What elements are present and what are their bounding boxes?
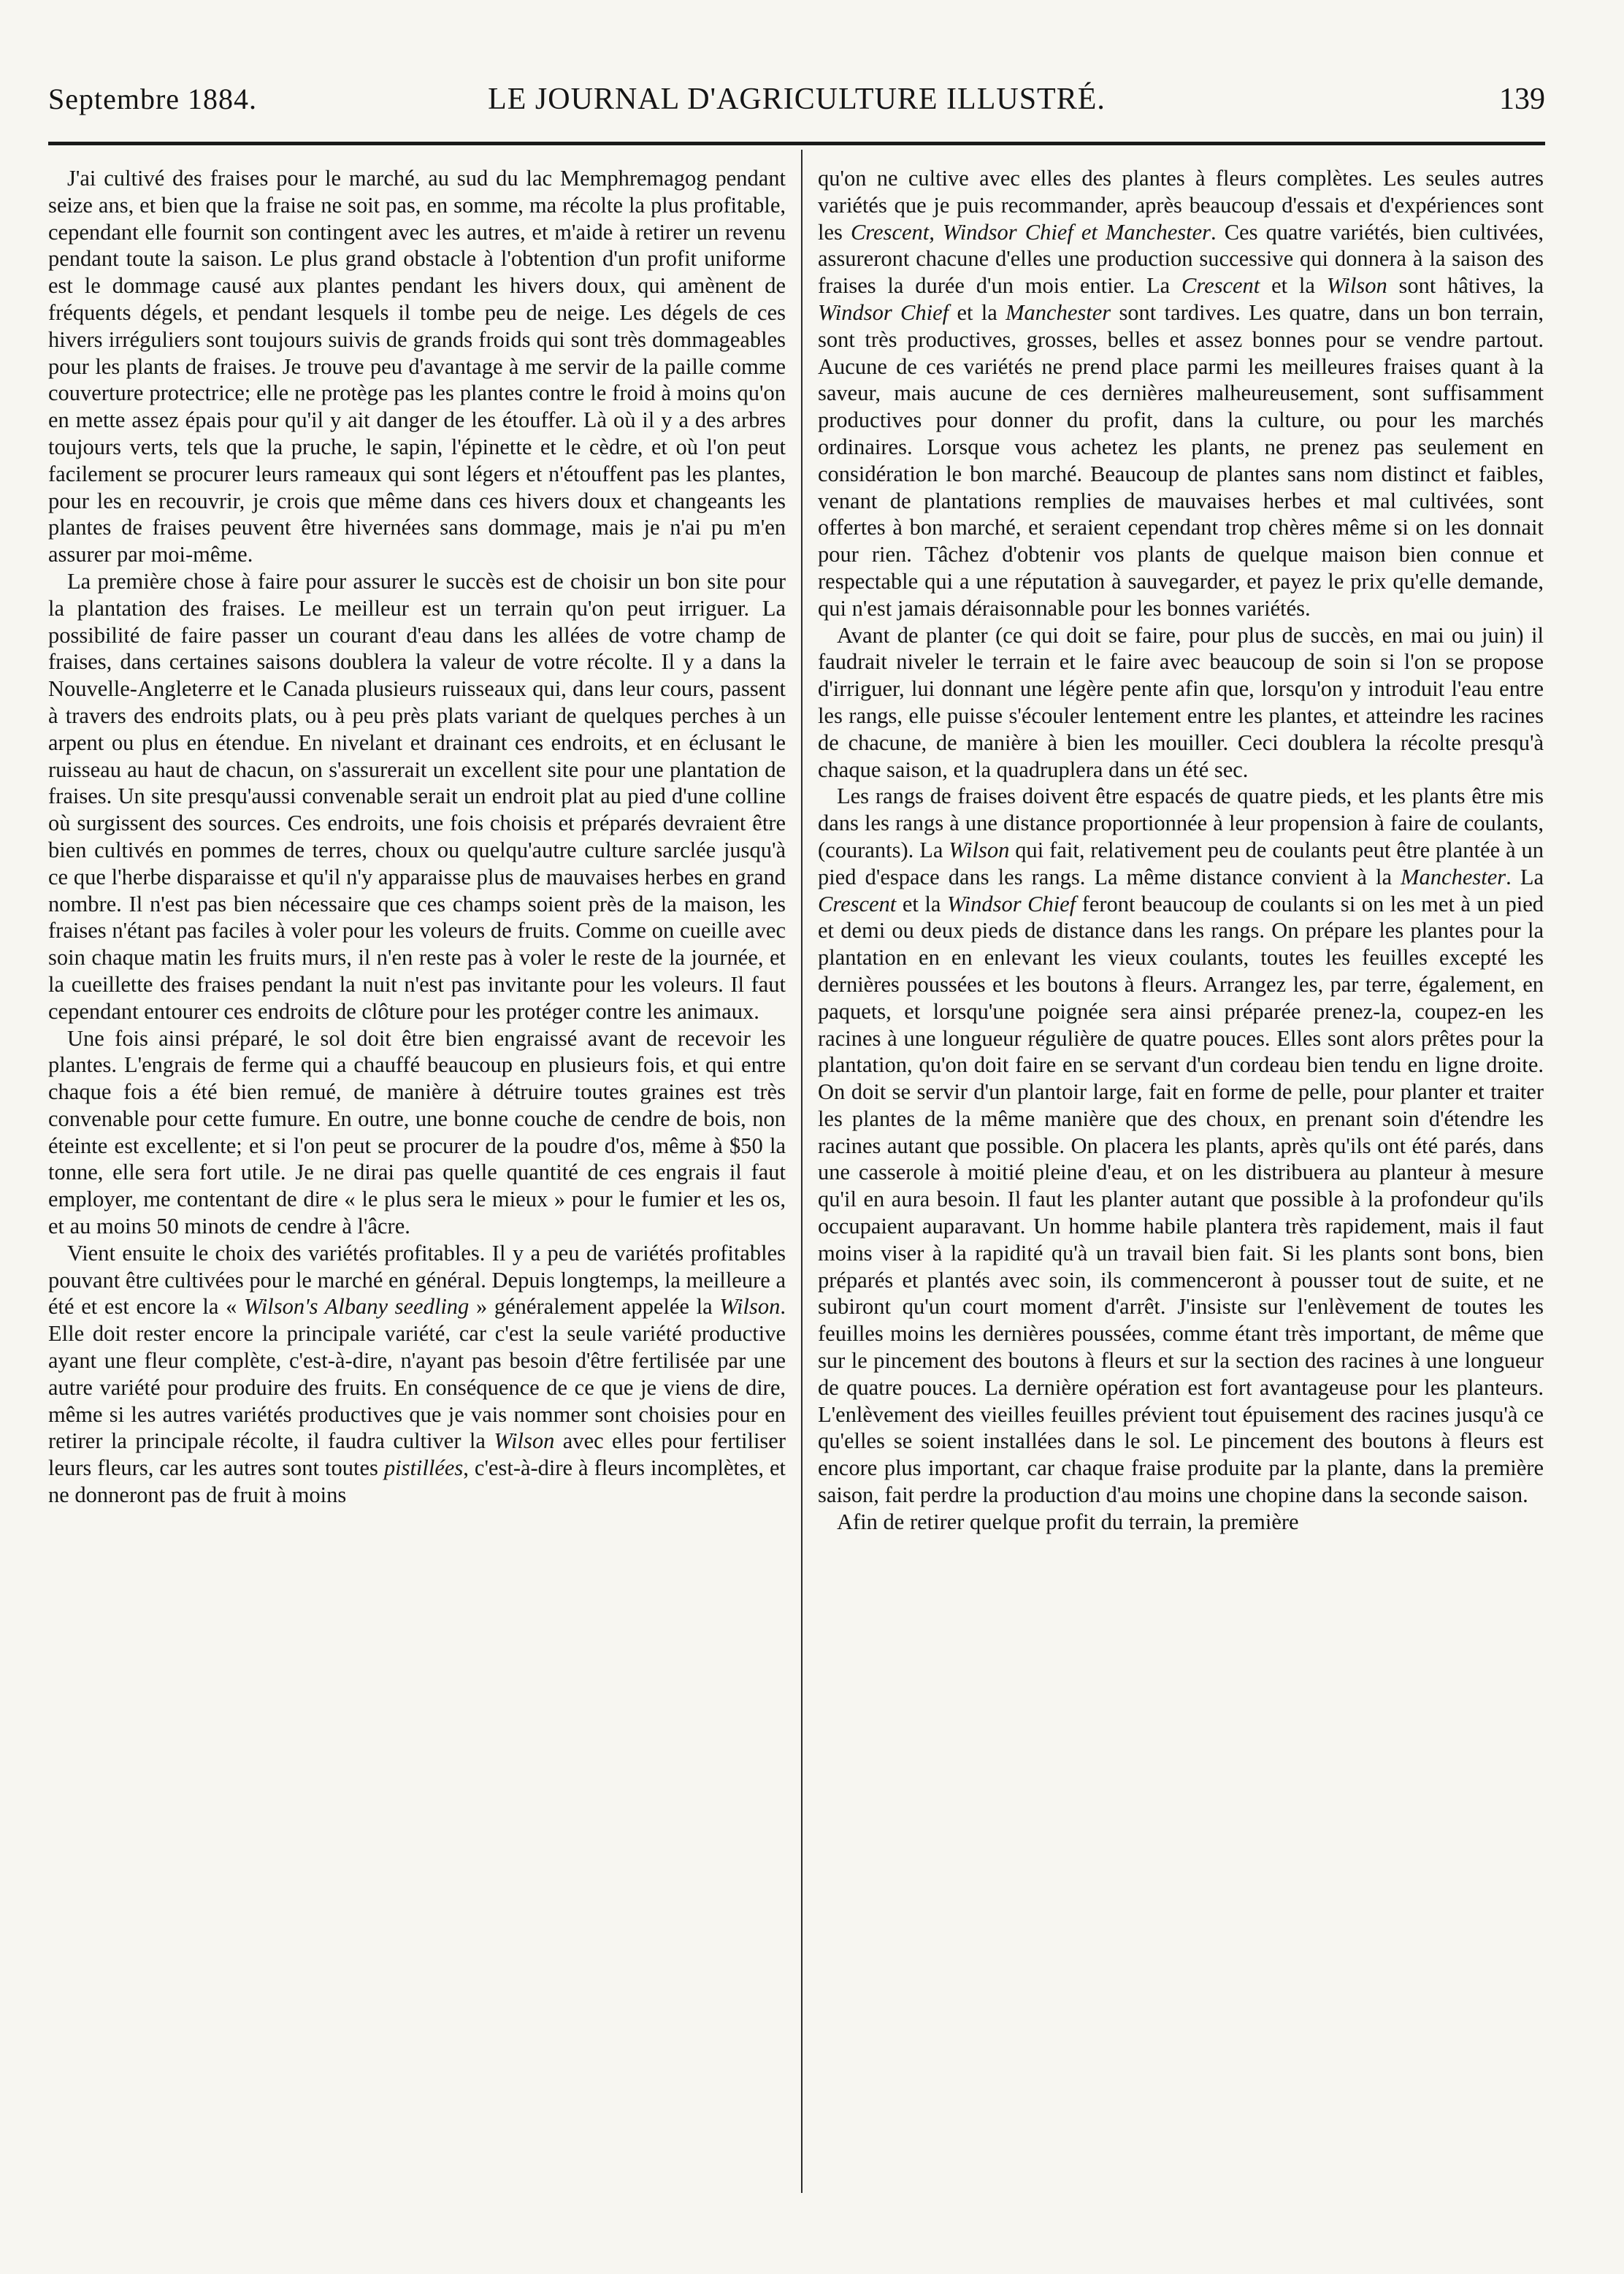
- column-rule: [801, 150, 803, 2193]
- paragraph: [48, 1240, 786, 1509]
- text-run: qui fait, relativement peu de coulants peut être plantée à un pied d'espace dans les rangs. La même distance convient à la: [818, 837, 1544, 889]
- text-run: et la: [1260, 273, 1327, 299]
- text-run: Vient ensuite le choix des variétés profitables. Il y a peu de variétés profitables pouvant être cultivées pour le marché en général. Depuis longtemps, la meilleure a été et est encore la «: [48, 1240, 786, 1320]
- journal-title: LE JOURNAL D'AGRICULTURE ILLUSTRÉ.: [488, 83, 1106, 116]
- variety-name: Crescent, Windsor Chief et Manchester: [850, 219, 1211, 245]
- paragraph: [818, 783, 1544, 1509]
- variety-name: Wilson: [1326, 273, 1387, 299]
- variety-name: Wilson's Albany seedling: [244, 1294, 470, 1320]
- text-run: feront beaucoup de coulants si on les met à un pied et demi ou deux pieds de distance dans les rangs. On prépare les plantes pour la plantation en en enlevant les vieux coulants, toutes les feuilles excepté les dernières poussées et les boutons à fleurs. Arrangez les, par terre, également, en paquets, et lorsqu'une poignée sera ainsi préparée prenez-la, coupez-en les racines à une longueur régulière de quatre pouces. Elles sont alors prêtes pour la plantation, qu'on doit faire en se servant d'un cordeau bien tendu en ligne droite. On doit se servir d'un plantoir large, fait en forme de pelle, pour planter et traiter les plantes de la même manière que des choux, en prenant soin d'étendre les racines autant que possible. On placera les plants, après qu'ils ont été parés, dans une casserole à moitié pleine d'eau, et on les distribuera au planteur à mesure qu'il en aura besoin. Il faut les planter autant que possible à la profondeur qu'ils occupaient auparavant. Un homme habile plantera très rapidement, mais il faut moins viser à la rapidité qu'à un travail bien fait. Si les plants sont bons, bien préparés et plantés avec soin, ils commenceront à pousser tout de suite, et ne subiront qu'un court moment d'arrêt. J'insiste sur l'enlèvement de toutes les feuilles moins les dernières poussées, comme étant très important, de même que sur le pincement des boutons à fleurs et sur la section des racines à une longueur de quatre pouces. La dernière opération est fort avantageuse pour les planteurs. L'enlèvement des vieilles feuilles prévient tout épuisement des racines jusqu'à ce qu'elles se soient installées dans le sol. Le pincement des boutons à fleurs est encore plus important, car chaque fraise produite par la plante, dans la première saison, fait perdre la production d'au moins une chopine dans la seconde saison.: [818, 891, 1544, 1508]
- text-run: . Ces quatre variétés, bien cultivées, assureront chacune d'elles une production successive qui donnera à la saison des fraises la durée d'un mois entier. La: [818, 219, 1544, 299]
- variety-name: Wilson: [949, 837, 1010, 862]
- text-run: sont hâtives, la: [1387, 273, 1544, 299]
- running-head: [48, 82, 1545, 126]
- text-run: qu'on ne cultive avec elles des plantes à fleurs complètes. Les seules autres variétés que je puis recommander, après beaucoup d'essais et d'expériences sont les: [818, 166, 1544, 245]
- variety-name: Crescent: [818, 891, 897, 916]
- variety-name: Crescent: [1181, 273, 1260, 299]
- variety-name: Manchester: [1006, 299, 1111, 325]
- header-rule: [48, 142, 1545, 145]
- text-run: . La: [1506, 864, 1544, 889]
- page-number: 139: [1499, 83, 1545, 116]
- paragraph: La première chose à faire pour assurer le succès est de choisir un bon site pour la plantation des fraises. Le meilleur est un terrain qu'on peut irriguer. La possibilité de faire passer un courant d'eau dans les allées de votre champ de fraises, dans certaines saisons doublera la valeur de votre récolte. Il y a dans la Nouvelle-Angleterre et le Canada plusieurs ruisseaux qui, dans leur cours, passent à travers des endroits plats, ou à peu près plats variant de quelques perches à un arpent ou plus en étendue. En nivelant et drainant ces endroits, et en éclusant le ruisseau au haut de chacun, on s'assurerait un excellent site pour une plantation de fraises. Un site presqu'aussi convenable serait un endroit plat au pied d'une colline où surgissent des sources. Ces endroits, une fois choisis et préparés devraient être bien cultivés en pommes de terres, choux ou quelqu'autre culture sarclée jusqu'à ce que l'herbe disparaisse et qu'il n'y apparaisse plus de mauvaises herbes en grand nombre. Il n'est pas bien nécessaire que ces champs soient près de la maison, les fraises n'étant pas faciles à voler pour les voleurs de fruits. Comme on cueille avec soin chaque matin les fruits murs, il n'en reste pas à voler le reste de la journée, et la cueillette des fraises pendant la nuit n'est pas invitante pour les voleurs. Il faut cependant entourer ces endroits de clôture pour les protéger contre les animaux.: [48, 568, 786, 1024]
- issue-date: Septembre 1884.: [48, 83, 258, 115]
- paragraph: Une fois ainsi préparé, le sol doit être bien engraissé avant de recevoir les plantes. L'engrais de ferme qui a chauffé beaucoup en plusieurs fois, et qui entre chaque fois a été bien remué, de manière à détruire toutes graines est très convenable pour cette fumure. En outre, une bonne couche de cendre de bois, non éteinte est excellente; et si l'on peut se procurer de la poudre d'os, même à $50 la tonne, elle sera fort utile. Je ne dirai pas quelle quantité de ces engrais il faut employer, me contentant de dire « le plus sera le mieux » pour le fumier et les os, et au moins 50 minots de cendre à l'âcre.: [48, 1025, 786, 1239]
- text-run: sont tardives. Les quatre, dans un bon terrain, sont très productives, grosses, belles et assez bonnes pour se vendre partout. Aucune de ces variétés ne prend place parmi les meilleures fraises quant à la saveur, mais aucune de ces dernières malheureusement, sont suffisamment productives pour donner du profit, dans la culture, ou pour les marchés ordinaires. Lorsque vous achetez les plants, ne prenez pas seulement en considération le bon marché. Beaucoup de plantes sans nom distinct et faibles, venant de plantations remplies de mauvaises herbes et mal cultivées, sont offertes à bon marché, et seraient cependant trop chères même si on les donnait pour rien. Tâchez d'obtenir vos plants de quelque maison bien connue et respectable qui a une réputation à sauvegarder, et payez le prix qu'elle demande, qui n'est jamais déraisonnable pour les bonnes variétés.: [818, 299, 1544, 621]
- text-run: Les rangs de fraises doivent être espacés de quatre pieds, et les plants être mis dans les rangs à une distance proportionnée à leur propension à faire de coulants, (courants). La: [818, 784, 1544, 862]
- paragraph: J'ai cultivé des fraises pour le marché, au sud du lac Memphremagog pendant seize ans, et bien que la fraise ne soit pas, en somme, ma récolte la plus profitable, cependant elle fournit son contingent avec les autres, et m'aide à retirer un revenu pendant toute la saison. Le plus grand obstacle à l'obtention d'un profit uniforme est le dommage causé aux plantes pendant les hivers doux, qui amènent de fréquents dégels, et pendant lesquels il tombe peu de neige. Les dégels de ces hivers irréguliers sont toujours suivis de grands froids qui sont très dommageables pour les plants de fraises. Je trouve peu d'avantage à me servir de la paille comme couverture protectrice; elle ne protège pas les plantes contre le froid à moins qu'on en mette assez épais pour qu'il y ait danger de les étouffer. Là où il y a des arbres toujours verts, tels que la pruche, le sapin, l'épinette et le cèdre, et où l'on peut facilement se procurer leurs rameaux qui sont légers et n'étouffent pas les plantes, pour les en recouvrir, je crois que même dans ces hivers doux et changeants les plantes de fraises peuvent être hivernées sans dommage, mais je n'ai pu m'en assurer par moi-même.: [48, 166, 786, 567]
- term-italic: pistillées: [383, 1455, 464, 1481]
- variety-name: Manchester: [1401, 864, 1506, 889]
- paragraph: Avant de planter (ce qui doit se faire, pour plus de succès, en mai ou juin) il faudrait niveler le terrain et le faire avec beaucoup de soin si l'on se propose d'irriguer, lui donnant une légère pente afin que, lorsqu'on y introduit l'eau entre les rangs, elle puisse s'écouler lentement entre les plantes, et atteindre les racines de chacune, de manière à bien les mouiller. Ceci doublera la récolte presqu'à chaque saison, et la quadruplera dans un été sec.: [818, 622, 1544, 782]
- variety-name: Wilson: [719, 1294, 781, 1320]
- text-run: et la: [896, 891, 947, 916]
- text-run: , c'est-à-dire à fleurs incomplètes, et ne donneront pas de fruit à moins: [48, 1455, 786, 1508]
- text-run: et la: [949, 299, 1006, 325]
- variety-name: Windsor Chief: [946, 891, 1076, 916]
- variety-name: Windsor Chief: [818, 299, 949, 325]
- paragraph: [818, 165, 1544, 622]
- variety-name: Wilson: [494, 1428, 555, 1454]
- left-column: [48, 165, 786, 2202]
- text-run: . Elle doit rester encore la principale variété, car c'est la seule variété productive ayant une fleur complète, c'est-à-dire, n'ayant pas besoin d'être fertilisée par une autre variété pour produire des fruits. En conséquence de ce que je viens de dire, même si les autres variétés productives que je vais nommer sont choisies pour en retirer la principale récolte, il faudra cultiver la: [48, 1294, 786, 1454]
- right-column: [818, 165, 1544, 2202]
- text-run: avec elles pour fertiliser leurs fleurs, car les autres sont toutes: [48, 1428, 786, 1481]
- text-run: » généralement appelée la: [469, 1294, 720, 1320]
- paragraph: Afin de retirer quelque profit du terrain, la première: [837, 1509, 1299, 1534]
